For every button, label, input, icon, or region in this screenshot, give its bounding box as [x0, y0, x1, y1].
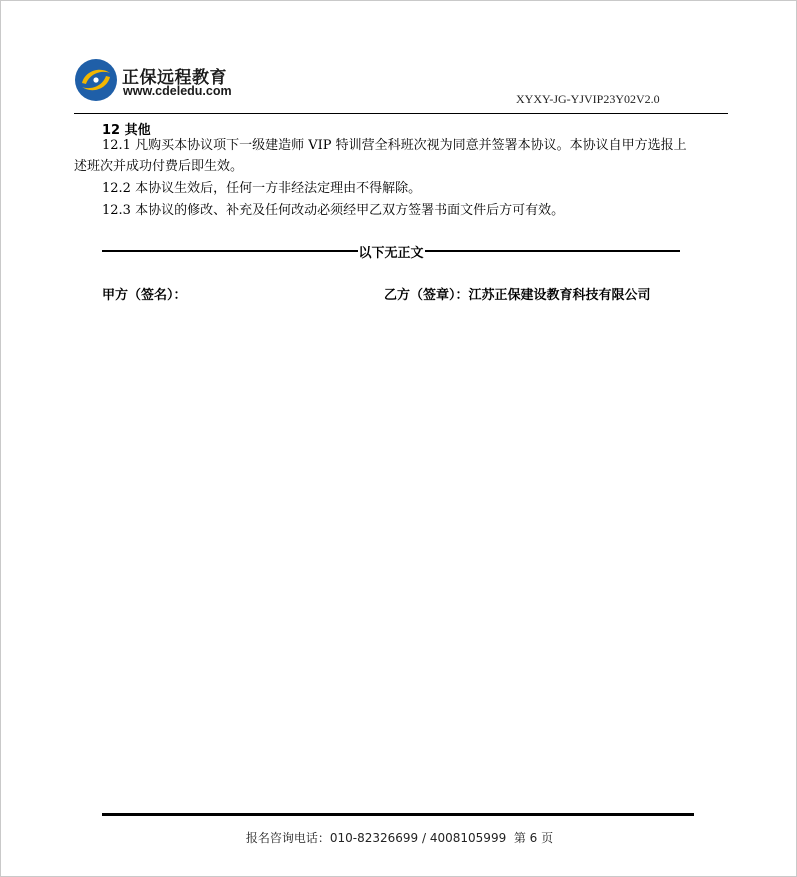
party-a-signature: 甲方（签名）：	[102, 288, 187, 303]
clause-12-2: 12.2 本协议生效后，任何一方非经法定理由不得解除。	[102, 181, 422, 196]
document-code: XYXY-JG-YJVIP23Y02V2.0	[516, 92, 660, 106]
brand-name: 正保远程教育	[122, 68, 227, 88]
clause-12-1: 12.1 凡购买本协议项下一级建造师 VIP 特训营全科班次视为同意并签署本协议。本协议自甲方选报上	[102, 138, 687, 153]
footer-divider	[102, 813, 694, 816]
end-line-right	[425, 250, 681, 252]
end-line-left	[102, 250, 358, 252]
clause-12-1-continued: 述班次并成功付费后即生效。	[74, 159, 244, 174]
page-number: 第 6 页	[513, 831, 554, 845]
clause-12-3: 12.3 本协议的修改、补充及任何改动必须经甲乙双方签署书面文件后方可有效。	[102, 203, 565, 218]
party-b-signature: 乙方（签章）：江苏正保建设教育科技有限公司	[384, 288, 651, 303]
section-title: 12 其他	[102, 123, 151, 138]
end-of-text-label: 以下无正文	[358, 245, 424, 261]
company-logo-icon	[74, 58, 118, 102]
brand-url: www.cdeledu.com	[123, 84, 232, 98]
end-of-text-marker	[102, 242, 680, 260]
header-divider	[74, 113, 728, 114]
page-footer	[1, 829, 797, 846]
contact-phone: 报名咨询电话：010-82326699 / 4008105999	[245, 831, 507, 845]
